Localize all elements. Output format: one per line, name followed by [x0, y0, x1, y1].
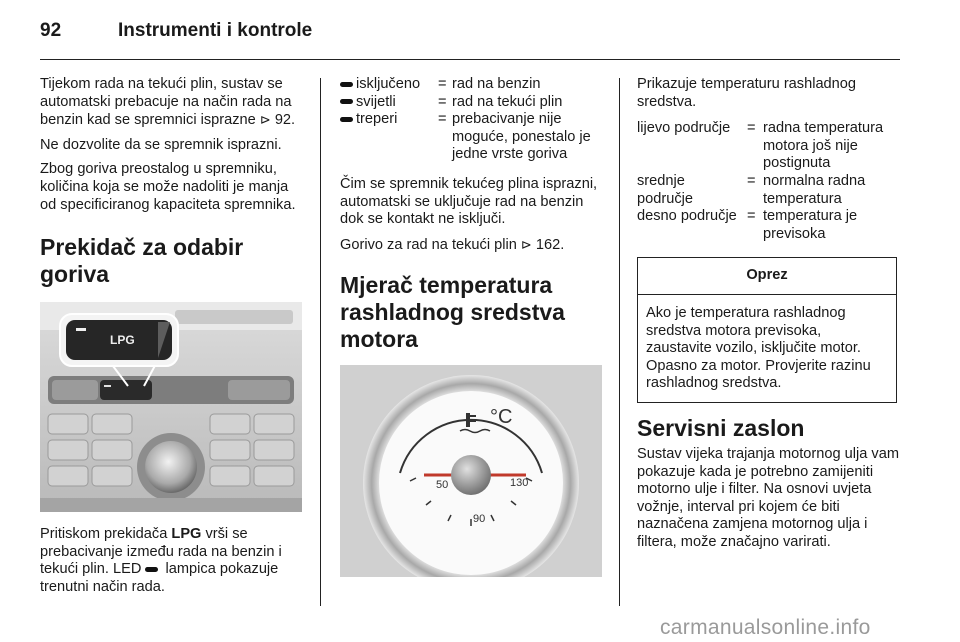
page-ref-icon: ⊳ — [259, 112, 271, 128]
dashboard-illustration — [40, 302, 302, 512]
term: desno područje — [637, 208, 737, 225]
list-item — [637, 120, 901, 173]
paragraph-text: Gorivo za rad na tekući plin — [340, 236, 517, 253]
paragraph-text: Pritiskom prekidača — [40, 526, 168, 543]
paragraph-lpg-empty — [40, 76, 308, 130]
list-item — [637, 208, 901, 243]
gauge-range-list — [637, 120, 901, 243]
column-1 — [40, 76, 308, 604]
watermark: carmanualsonline.info — [660, 616, 871, 639]
caution-box — [637, 257, 897, 403]
list-item — [340, 76, 604, 94]
equals-sign: = — [438, 111, 447, 128]
definition: rad na tekući plin — [452, 93, 563, 110]
page-ref[interactable]: 162. — [535, 236, 565, 253]
page-title: Instrumenti i kontrole — [118, 20, 313, 41]
column-divider-1 — [320, 78, 321, 606]
section-heading-temp-gauge: Mjerač temperatura rashladnog sredstva motora — [340, 272, 565, 353]
term: treperi — [356, 111, 398, 128]
page-ref[interactable]: 92. — [274, 112, 296, 129]
list-item — [340, 94, 604, 112]
caution-title: Oprez — [638, 258, 896, 295]
definition: temperatura je previsoka — [763, 208, 858, 242]
term: svijetli — [356, 93, 396, 110]
definition: rad na benzin — [452, 76, 541, 92]
led-icon — [340, 99, 353, 104]
paragraph-lpg-ref — [340, 236, 604, 255]
lpg-label: LPG — [171, 526, 202, 543]
page-ref-icon: ⊳ — [520, 236, 532, 252]
temperature-gauge — [340, 365, 602, 577]
gauge-tick-50: 50 — [436, 479, 449, 492]
equals-sign: = — [747, 208, 756, 225]
lpg-button-label: LPG — [110, 333, 135, 348]
paragraph-auto-switch: Čim se spremnik tekućeg plina isprazni, automatski se uključuje rad na benzin dok se kontakt ne isključi. — [340, 175, 598, 228]
paragraph-text: vrši se prebacivanje između rada na benzin i tekući plin. LED — [40, 526, 282, 578]
paragraph-capacity: Zbog goriva preostalog u spremniku, količina koja se može nadoliti je manja od specificiranog kapaciteta spremnika. — [40, 161, 296, 213]
term: srednje područje — [637, 172, 693, 207]
section-heading-fuel-switch: Prekidač za odabir goriva — [40, 234, 244, 288]
definition: normalna radna temperatura — [763, 172, 866, 207]
column-2 — [340, 76, 604, 577]
paragraph-service: Sustav vijeka trajanja motornog ulja vam pokazuje kada je potrebno zamijeniti motorno ulje i filter. Na osnovi uvjeta vožnje, interval pri kojem će biti naznačena zamjena motornog ulja i filtera, može značajno varirati. — [637, 445, 900, 550]
section-heading-service-display: Servisni zaslon — [637, 414, 805, 441]
dashboard-photo — [40, 302, 302, 512]
page-number: 92 — [40, 20, 62, 41]
equals-sign: = — [438, 93, 447, 110]
list-item — [637, 173, 901, 208]
gauge-tick-130: 130 — [510, 477, 529, 490]
paragraph-text: lampica pokazuje trenutni način rada. — [40, 561, 279, 595]
definition: prebacivanje nije moguće, ponestalo je jedne vrste goriva — [452, 111, 591, 163]
term: isključeno — [356, 76, 421, 92]
header-rule — [40, 59, 900, 60]
column-divider-2 — [619, 78, 620, 606]
term: lijevo područje — [637, 120, 731, 137]
gauge-unit: °C — [490, 406, 513, 429]
led-icon — [340, 117, 353, 122]
definition: radna temperatura motora još nije postignuta — [763, 120, 884, 172]
paragraph-switch — [40, 526, 308, 596]
caution-text: Ako je temperatura rashladnog sredstva motora previsoka, zaustavite vozilo, isključite motor. Opasno za motor. Provjerite razinu rashladnog sredstva. — [646, 304, 871, 392]
list-item — [340, 111, 604, 164]
equals-sign: = — [747, 120, 756, 137]
led-icon — [145, 567, 158, 572]
paragraph-text: Tijekom rada na tekući plin, sustav se automatski prebacuje na način rada na benzin kad se spremnici isprazne — [40, 76, 292, 129]
paragraph-warning: Ne dozvolite da se spremnik isprazni. — [40, 136, 282, 153]
equals-sign: = — [438, 76, 447, 92]
gauge-tick-90: 90 — [473, 513, 486, 526]
page-header — [0, 0, 960, 60]
temperature-gauge-photo — [340, 365, 602, 577]
led-icon — [340, 82, 353, 87]
led-state-list — [340, 76, 604, 164]
column-3 — [637, 76, 901, 558]
equals-sign: = — [747, 172, 756, 189]
paragraph-gauge-intro: Prikazuje temperaturu rashladnog sredstva. — [637, 76, 857, 110]
